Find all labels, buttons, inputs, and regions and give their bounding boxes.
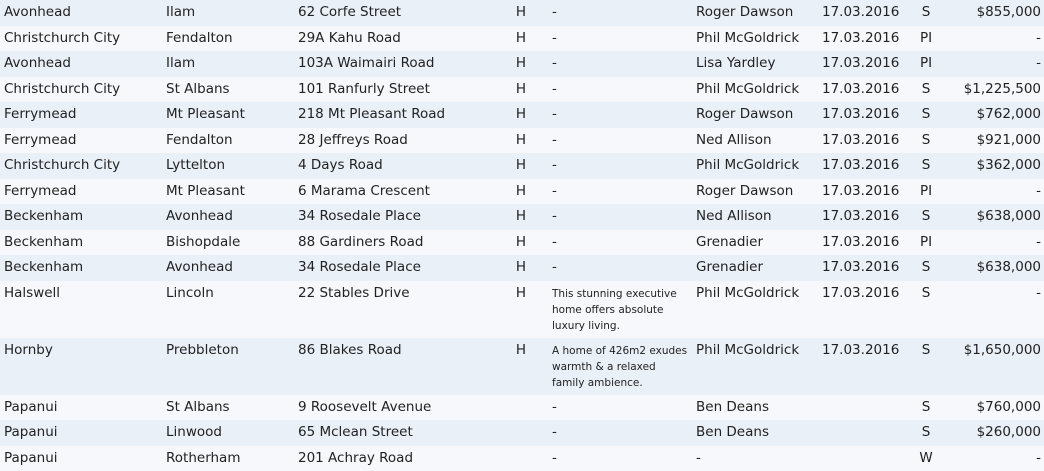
office-cell: Ferrymead bbox=[0, 128, 162, 154]
address-cell: 88 Gardiners Road bbox=[294, 230, 494, 256]
type-cell: H bbox=[494, 26, 548, 52]
date-cell: 17.03.2016 bbox=[818, 338, 906, 395]
type-cell: H bbox=[494, 179, 548, 205]
office-cell: Papanui bbox=[0, 420, 162, 446]
price-cell: - bbox=[946, 179, 1044, 205]
office-cell: Ferrymead bbox=[0, 179, 162, 205]
type-cell: H bbox=[494, 255, 548, 281]
description-cell: - bbox=[548, 26, 692, 52]
table-row bbox=[0, 26, 1044, 52]
suburb-cell: Bishopdale bbox=[162, 230, 294, 256]
description-cell: - bbox=[548, 0, 692, 26]
price-cell: $1,650,000 bbox=[946, 338, 1044, 395]
office-cell: Avonhead bbox=[0, 0, 162, 26]
status-cell: S bbox=[906, 102, 946, 128]
table-row bbox=[0, 179, 1044, 205]
address-cell: 28 Jeffreys Road bbox=[294, 128, 494, 154]
status-cell: S bbox=[906, 255, 946, 281]
table-row bbox=[0, 102, 1044, 128]
suburb-cell: Fendalton bbox=[162, 26, 294, 52]
type-cell: H bbox=[494, 0, 548, 26]
agent-cell: Grenadier bbox=[692, 255, 818, 281]
description-cell: - bbox=[548, 446, 692, 471]
office-cell: Hornby bbox=[0, 338, 162, 395]
date-cell: 17.03.2016 bbox=[818, 77, 906, 103]
table-row bbox=[0, 128, 1044, 154]
date-cell: 17.03.2016 bbox=[818, 230, 906, 256]
address-cell: 29A Kahu Road bbox=[294, 26, 494, 52]
date-cell: 17.03.2016 bbox=[818, 204, 906, 230]
agent-cell: Phil McGoldrick bbox=[692, 26, 818, 52]
agent-cell: Ned Allison bbox=[692, 204, 818, 230]
description-cell: - bbox=[548, 395, 692, 421]
suburb-cell: Lincoln bbox=[162, 281, 294, 338]
date-cell: 17.03.2016 bbox=[818, 0, 906, 26]
price-cell: - bbox=[946, 51, 1044, 77]
office-cell: Beckenham bbox=[0, 204, 162, 230]
date-cell: 17.03.2016 bbox=[818, 26, 906, 52]
address-cell: 9 Roosevelt Avenue bbox=[294, 395, 494, 421]
status-cell: S bbox=[906, 0, 946, 26]
agent-cell: Ben Deans bbox=[692, 395, 818, 421]
agent-cell: - bbox=[692, 446, 818, 471]
status-cell: S bbox=[906, 77, 946, 103]
status-cell: S bbox=[906, 153, 946, 179]
table-row bbox=[0, 446, 1044, 471]
status-cell: S bbox=[906, 281, 946, 338]
suburb-cell: Fendalton bbox=[162, 128, 294, 154]
suburb-cell: Mt Pleasant bbox=[162, 102, 294, 128]
agent-cell: Phil McGoldrick bbox=[692, 281, 818, 338]
address-cell: 101 Ranfurly Street bbox=[294, 77, 494, 103]
office-cell: Beckenham bbox=[0, 255, 162, 281]
office-cell: Halswell bbox=[0, 281, 162, 338]
type-cell: H bbox=[494, 153, 548, 179]
agent-cell: Phil McGoldrick bbox=[692, 77, 818, 103]
description-cell: A home of 426m2 exudes warmth & a relaxed family ambience. bbox=[548, 338, 692, 395]
office-cell: Papanui bbox=[0, 446, 162, 471]
date-cell: 17.03.2016 bbox=[818, 179, 906, 205]
date-cell bbox=[818, 446, 906, 471]
description-cell: - bbox=[548, 128, 692, 154]
price-cell: $1,225,500 bbox=[946, 77, 1044, 103]
address-cell: 201 Achray Road bbox=[294, 446, 494, 471]
description-cell: - bbox=[548, 77, 692, 103]
type-cell bbox=[494, 420, 548, 446]
office-cell: Christchurch City bbox=[0, 77, 162, 103]
agent-cell: Roger Dawson bbox=[692, 179, 818, 205]
status-cell: PI bbox=[906, 179, 946, 205]
suburb-cell: Ilam bbox=[162, 51, 294, 77]
price-cell: $921,000 bbox=[946, 128, 1044, 154]
price-cell: - bbox=[946, 26, 1044, 52]
date-cell: 17.03.2016 bbox=[818, 281, 906, 338]
date-cell bbox=[818, 420, 906, 446]
status-cell: S bbox=[906, 395, 946, 421]
date-cell: 17.03.2016 bbox=[818, 255, 906, 281]
suburb-cell: Linwood bbox=[162, 420, 294, 446]
agent-cell: Grenadier bbox=[692, 230, 818, 256]
address-cell: 6 Marama Crescent bbox=[294, 179, 494, 205]
price-cell: $855,000 bbox=[946, 0, 1044, 26]
type-cell: H bbox=[494, 338, 548, 395]
price-cell: $760,000 bbox=[946, 395, 1044, 421]
address-cell: 218 Mt Pleasant Road bbox=[294, 102, 494, 128]
agent-cell: Ned Allison bbox=[692, 128, 818, 154]
status-cell: S bbox=[906, 420, 946, 446]
date-cell: 17.03.2016 bbox=[818, 153, 906, 179]
office-cell: Ferrymead bbox=[0, 102, 162, 128]
agent-cell: Lisa Yardley bbox=[692, 51, 818, 77]
table-row bbox=[0, 204, 1044, 230]
status-cell: W bbox=[906, 446, 946, 471]
type-cell: H bbox=[494, 77, 548, 103]
price-cell: $762,000 bbox=[946, 102, 1044, 128]
address-cell: 4 Days Road bbox=[294, 153, 494, 179]
address-cell: 34 Rosedale Place bbox=[294, 255, 494, 281]
address-cell: 34 Rosedale Place bbox=[294, 204, 494, 230]
suburb-cell: Lyttelton bbox=[162, 153, 294, 179]
description-cell: - bbox=[548, 153, 692, 179]
status-cell: PI bbox=[906, 26, 946, 52]
agent-cell: Roger Dawson bbox=[692, 0, 818, 26]
table-row bbox=[0, 395, 1044, 421]
date-cell: 17.03.2016 bbox=[818, 51, 906, 77]
table-row bbox=[0, 153, 1044, 179]
table-row bbox=[0, 77, 1044, 103]
address-cell: 103A Waimairi Road bbox=[294, 51, 494, 77]
description-cell: - bbox=[548, 230, 692, 256]
status-cell: PI bbox=[906, 230, 946, 256]
suburb-cell: Avonhead bbox=[162, 255, 294, 281]
table-row bbox=[0, 51, 1044, 77]
table-row bbox=[0, 281, 1044, 338]
description-cell: - bbox=[548, 420, 692, 446]
table-row bbox=[0, 338, 1044, 395]
table-row bbox=[0, 230, 1044, 256]
type-cell: H bbox=[494, 102, 548, 128]
agent-cell: Phil McGoldrick bbox=[692, 338, 818, 395]
address-cell: 62 Corfe Street bbox=[294, 0, 494, 26]
suburb-cell: St Albans bbox=[162, 77, 294, 103]
date-cell: 17.03.2016 bbox=[818, 102, 906, 128]
suburb-cell: Ilam bbox=[162, 0, 294, 26]
agent-cell: Phil McGoldrick bbox=[692, 153, 818, 179]
type-cell bbox=[494, 446, 548, 471]
price-cell: $362,000 bbox=[946, 153, 1044, 179]
type-cell: H bbox=[494, 281, 548, 338]
date-cell bbox=[818, 395, 906, 421]
price-cell: - bbox=[946, 281, 1044, 338]
price-cell: - bbox=[946, 446, 1044, 471]
status-cell: S bbox=[906, 128, 946, 154]
status-cell: S bbox=[906, 204, 946, 230]
type-cell: H bbox=[494, 128, 548, 154]
address-cell: 86 Blakes Road bbox=[294, 338, 494, 395]
type-cell: H bbox=[494, 51, 548, 77]
type-cell bbox=[494, 395, 548, 421]
table-row bbox=[0, 420, 1044, 446]
price-cell: $638,000 bbox=[946, 204, 1044, 230]
description-cell: - bbox=[548, 255, 692, 281]
office-cell: Papanui bbox=[0, 395, 162, 421]
suburb-cell: Rotherham bbox=[162, 446, 294, 471]
table-row bbox=[0, 255, 1044, 281]
status-cell: PI bbox=[906, 51, 946, 77]
suburb-cell: Prebbleton bbox=[162, 338, 294, 395]
price-cell: $260,000 bbox=[946, 420, 1044, 446]
price-cell: - bbox=[946, 230, 1044, 256]
address-cell: 22 Stables Drive bbox=[294, 281, 494, 338]
suburb-cell: St Albans bbox=[162, 395, 294, 421]
agent-cell: Ben Deans bbox=[692, 420, 818, 446]
office-cell: Avonhead bbox=[0, 51, 162, 77]
description-cell: This stunning executive home offers absolute luxury living. bbox=[548, 281, 692, 338]
office-cell: Christchurch City bbox=[0, 26, 162, 52]
description-cell: - bbox=[548, 102, 692, 128]
office-cell: Beckenham bbox=[0, 230, 162, 256]
table-row bbox=[0, 0, 1044, 26]
status-cell: S bbox=[906, 338, 946, 395]
address-cell: 65 Mclean Street bbox=[294, 420, 494, 446]
office-cell: Christchurch City bbox=[0, 153, 162, 179]
agent-cell: Roger Dawson bbox=[692, 102, 818, 128]
suburb-cell: Mt Pleasant bbox=[162, 179, 294, 205]
description-cell: - bbox=[548, 204, 692, 230]
description-cell: - bbox=[548, 51, 692, 77]
type-cell: H bbox=[494, 204, 548, 230]
description-cell: - bbox=[548, 179, 692, 205]
price-cell: $638,000 bbox=[946, 255, 1044, 281]
date-cell: 17.03.2016 bbox=[818, 128, 906, 154]
suburb-cell: Avonhead bbox=[162, 204, 294, 230]
type-cell: H bbox=[494, 230, 548, 256]
